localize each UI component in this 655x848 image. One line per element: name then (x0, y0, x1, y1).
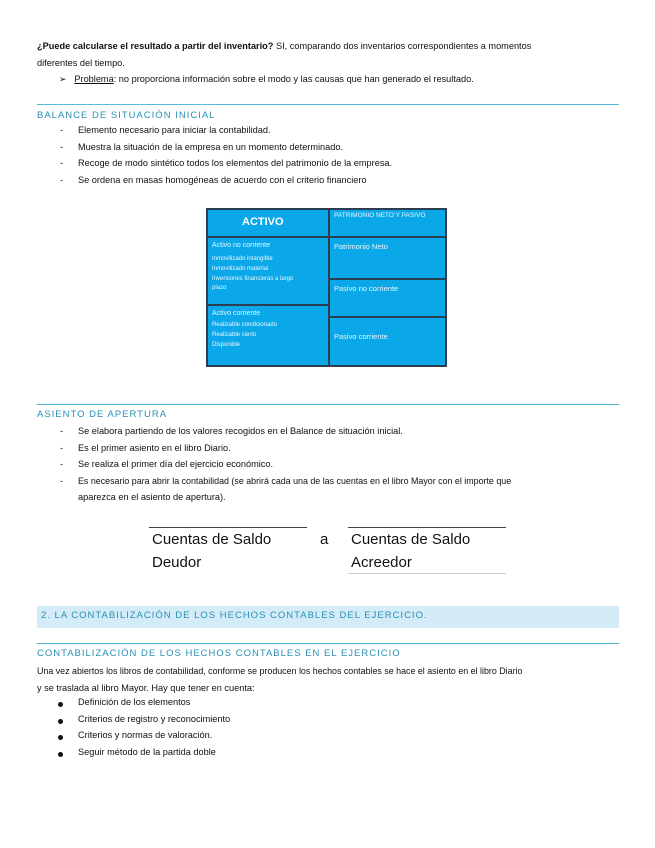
balance-item: Se ordena en masas homogéneas de acuerdo con el criterio financiero (78, 175, 367, 185)
intro-line-1 (37, 38, 531, 55)
right-account-line-2: Acreedor (351, 554, 412, 571)
apertura-heading: ASIENTO DE APERTURA (37, 409, 168, 420)
section-rule (37, 404, 619, 405)
balance-heading: BALANCE DE SITUACIÓN INICIAL (37, 110, 216, 121)
problem-label: Problema (74, 74, 114, 84)
section-2-bar (37, 606, 619, 628)
contabilizacion-item: Criterios y normas de valoración. (78, 730, 213, 740)
contabilizacion-item: Seguir método de la partida doble (78, 747, 216, 757)
contabilizacion-item: Criterios de registro y reconocimiento (78, 714, 231, 724)
pasivo-title: PATRIMONIO NETO Y PASIVO (334, 212, 426, 219)
bullet-icon (58, 702, 63, 707)
contabilizacion-para-1: Una vez abiertos los libros de contabilidad, conforme se producen los hechos contables se hace el asiento en el libro Diario (37, 666, 523, 676)
dash: - (60, 158, 64, 168)
apertura-item: Es el primer asiento en el libro Diario. (78, 443, 231, 453)
no-corriente-item: Inmovilizado material (212, 266, 269, 272)
balance-diagram (206, 208, 447, 367)
contabilizacion-item: Definición de los elementos (78, 697, 191, 707)
no-corriente-item: plazo (212, 285, 227, 291)
patrimonio-neto-box (330, 238, 445, 278)
intro-question: ¿Puede calcularse el resultado a partir del inventario? (37, 41, 274, 51)
pasivo-corriente: Pasivo corriente (334, 332, 388, 341)
activo-corriente-box (208, 306, 328, 365)
activo-title: ACTIVO (242, 216, 284, 228)
pasivo-corriente-box (330, 318, 445, 365)
balance-item: Recoge de modo sintético todos los elementos del patrimonio de la empresa. (78, 158, 393, 168)
dash: - (60, 426, 64, 436)
section-2-title: 2. LA CONTABILIZACIÓN DE LOS HECHOS CONTABLES DEL EJERCICIO. (41, 610, 428, 621)
activo-no-corriente-box (208, 238, 328, 304)
intro-line-2: diferentes del tiempo. (37, 58, 125, 68)
bullet-icon (58, 752, 63, 757)
dash: - (60, 125, 64, 135)
balance-item: Muestra la situación de la empresa en un momento determinado. (78, 142, 344, 152)
bullet-icon (58, 719, 63, 724)
contabilizacion-para-2: y se traslada al libro Mayor. Hay que tener en cuenta: (37, 683, 255, 693)
left-account-line-1: Cuentas de Saldo (152, 531, 272, 548)
patrimonio-neto: Patrimonio Neto (334, 242, 388, 251)
bullet-icon (58, 735, 63, 740)
left-account-line-2: Deudor (152, 554, 202, 571)
apertura-item: Se realiza el primer día del ejercicio económico. (78, 459, 274, 469)
arrow-bullet-icon: ➢ (59, 74, 67, 84)
corriente-item: Realizable cierto (212, 332, 257, 338)
activo-no-corriente-title: Activo no corriente (212, 242, 270, 249)
problem-line (59, 71, 474, 88)
connector-a: a (320, 531, 329, 548)
apertura-item: Es necesario para abrir la contabilidad (se abrirá cada una de las cuentas en el libro Mayor con el importe que (78, 476, 512, 486)
corriente-item: Realizable condicionado (212, 322, 278, 328)
problem-text: : no proporciona información sobre el modo y las causas que han generado el resultado. (113, 74, 474, 84)
dash: - (60, 459, 64, 469)
apertura-item-cont: aparezca en el asiento de apertura). (78, 492, 226, 502)
dash: - (60, 476, 64, 486)
dash: - (60, 142, 64, 152)
contabilizacion-heading: CONTABILIZACIÓN DE LOS HECHOS CONTABLES EN EL EJERCICIO (37, 648, 401, 659)
no-corriente-item: Inversiones financieras a largo (212, 276, 294, 282)
intro-answer: SI, comparando dos inventarios correspondientes a momentos (273, 41, 532, 51)
apertura-item: Se elabora partiendo de los valores recogidos en el Balance de situación inicial. (78, 426, 403, 436)
activo-header (208, 210, 328, 236)
corriente-item: Disponible (212, 342, 241, 348)
dash: - (60, 443, 64, 453)
section-rule (37, 104, 619, 105)
right-account-bottom-rule (348, 573, 506, 574)
activo-corriente-title: Activo corriente (212, 310, 261, 317)
pasivo-no-corriente-box (330, 280, 445, 316)
dash: - (60, 175, 64, 185)
section-rule (37, 643, 619, 644)
balance-item: Elemento necesario para iniciar la contabilidad. (78, 125, 271, 135)
right-account-line-1: Cuentas de Saldo (351, 531, 471, 548)
no-corriente-item: Inmovilizado intangible (212, 256, 273, 262)
pasivo-no-corriente: Pasivo no corriente (334, 284, 399, 293)
pasivo-header (330, 210, 445, 236)
